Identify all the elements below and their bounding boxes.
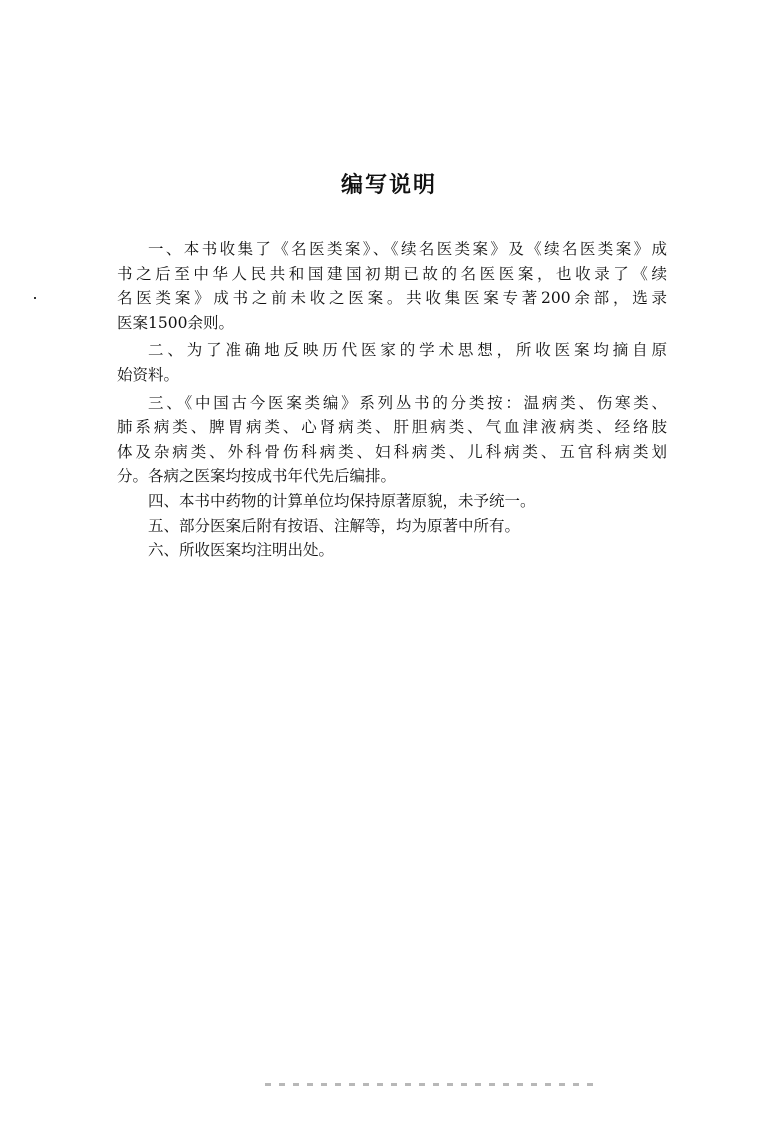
- text-line: 医案1500余则。: [117, 313, 234, 332]
- text-line: 四、本书中药物的计算单位均保持原著原貌，未予统一。: [148, 491, 536, 510]
- document-body: [117, 237, 667, 563]
- paragraph-3: [117, 391, 667, 489]
- text-line: 五、部分医案后附有按语、注解等，均为原著中所有。: [148, 516, 521, 535]
- text-line: 书之后至中华人民共和国建国初期已故的名医医案，也收录了《续: [117, 264, 667, 283]
- text-line: 始资料。: [117, 365, 180, 384]
- paragraph-2: [117, 338, 667, 387]
- paragraph-1: [117, 237, 667, 335]
- text-line: 一、本书收集了《名医类案》、《续名医类案》及《续名医类案》成: [148, 240, 667, 258]
- scan-speck: [34, 297, 36, 299]
- scan-artifact-footer: [265, 1083, 595, 1086]
- text-line: 三、《中国古今医案类编》系列丛书的分类按：温病类、伤寒类、: [148, 393, 667, 412]
- text-line: 体及杂病类、外科骨伤科病类、妇科病类、儿科病类、五官科病类划: [117, 442, 667, 461]
- paragraph-6: [117, 538, 667, 563]
- paragraph-5: [117, 514, 667, 539]
- text-line: 分。各病之医案均按成书年代先后编排。: [117, 467, 397, 486]
- text-line: 二、为了准确地反映历代医家的学术思想，所收医案均摘自原: [148, 341, 667, 360]
- text-line: 名医类案》成书之前未收之医案。共收集医案专著200余部，选录: [117, 289, 667, 308]
- text-line: 肺系病类、脾胃病类、心肾病类、肝胆病类、气血津液病类、经络肢: [117, 418, 667, 437]
- paragraph-4: [117, 489, 667, 514]
- page-title: 编写说明: [340, 173, 437, 198]
- text-line: 六、所收医案均注明出处。: [148, 541, 335, 560]
